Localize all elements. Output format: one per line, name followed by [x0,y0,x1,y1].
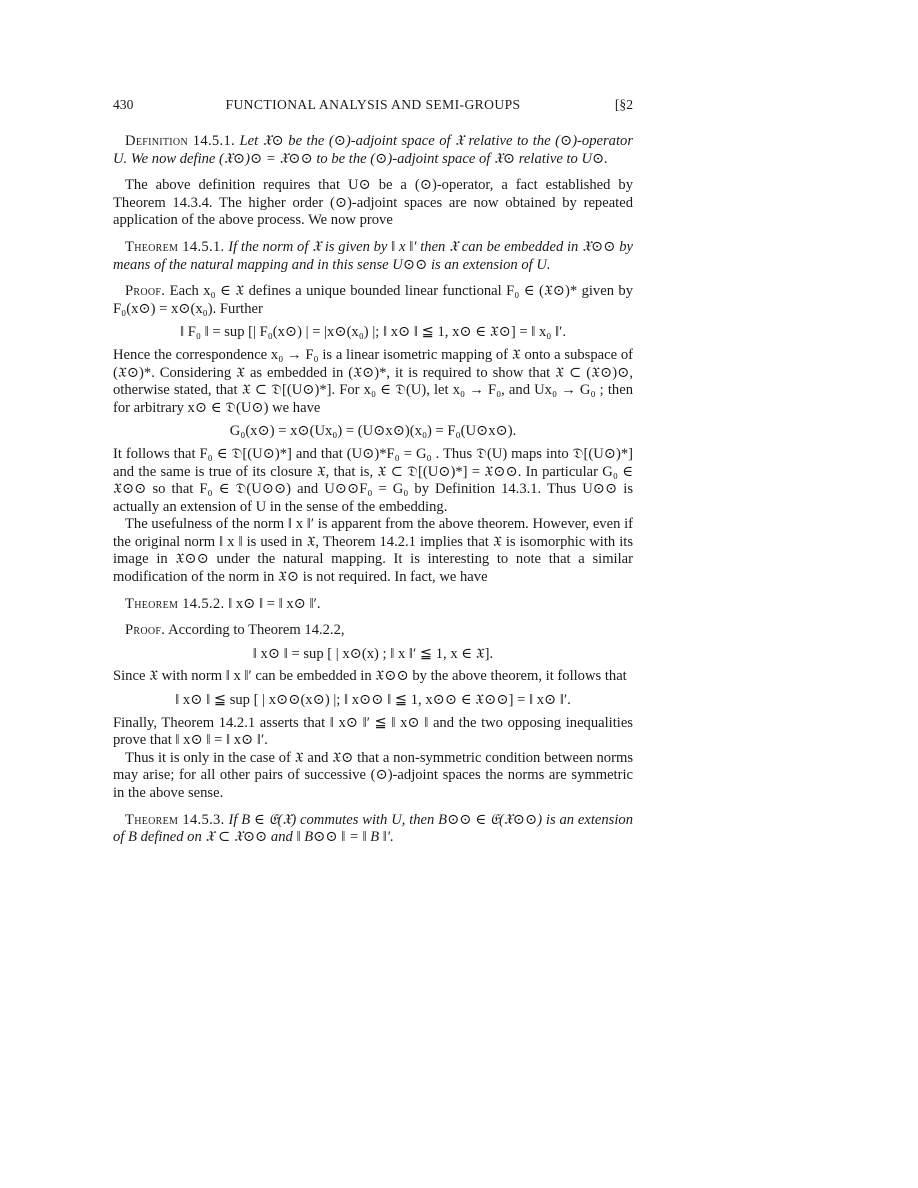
proof-label: Proof. [125,622,166,639]
theorem-14-5-3 [113,812,633,847]
equation-3: ‖ x⊙ ‖ = sup [ | x⊙(x) ; ‖ x ‖′ ≦ 1, x ∈ 𝔛]. [252,645,494,662]
running-title: FUNCTIONAL ANALYSIS AND SEMI-GROUPS [225,97,521,112]
proof-label: Proof. [125,283,166,300]
definition-text: Let 𝔛⊙ be the (⊙)-adjoint space of 𝔛 relative to the (⊙)-operator U. We now define (𝔛⊙)⊙ = 𝔛⊙⊙ to be the (⊙)-adjoint space of 𝔛⊙ relative to U⊙. [113,133,633,167]
paragraph-1: The above definition requires that U⊙ be a (⊙)-operator, a fact established by Theorem 14.3.4. The higher order (⊙)-adjoint spaces are now obtained by repeated application of the above process. We now prove [113,177,633,229]
equation-2: G₀(x⊙) = x⊙(Ux₀) = (U⊙x⊙)(x₀) = F₀(U⊙x⊙). [229,423,517,440]
theorem-text: If the norm of 𝔛 is given by ‖ x ‖′ then 𝔛 can be embedded in 𝔛⊙⊙ by means of the natural mapping and in this sense U⊙⊙ is an extension of U. [113,238,634,273]
paragraph-2: Hence the correspondence x₀ → F₀ is a linear isometric mapping of 𝔛 onto a subspace of (𝔛⊙)*. Considering 𝔛 as embedded in (𝔛⊙)*, it is required to show that 𝔛 ⊂ (𝔛⊙)⊙, otherwise stated, that 𝔛 ⊂ 𝔇[(U⊙)*]. For x₀ ∈ 𝔇(U), let x₀ → F₀, and Ux₀ → G₀ ; then for arbitrary x⊙ ∈ 𝔇(U⊙) we have [113,346,633,416]
equation-4: ‖ x⊙ ‖ ≦ sup [ | x⊙⊙(x⊙) |; ‖ x⊙⊙ ‖ ≦ 1, x⊙⊙ ∈ 𝔛⊙⊙] = ‖ x⊙ ‖′. [175,692,571,709]
theorem-label: Theorem 14.5.3. [125,811,225,828]
running-header [113,96,633,116]
paragraph-5: Since 𝔛 with norm ‖ x ‖′ can be embedded in 𝔛⊙⊙ by the above theorem, it follows that [113,668,627,685]
theorem-14-5-1 [113,239,633,274]
paragraph-6: Finally, Theorem 14.2.1 asserts that ‖ x⊙ ‖′ ≦ ‖ x⊙ ‖ and the two opposing inequalities prove that ‖ x⊙ ‖ = ‖ x⊙ ‖′. [113,714,633,749]
theorem-14-5-2 [113,596,633,614]
theorem-label: Theorem 14.5.1. [125,238,225,255]
paragraph-3: It follows that F₀ ∈ 𝔇[(U⊙)*] and that (U⊙)*F₀ = G₀ . Thus 𝔇(U) maps into 𝔇[(U⊙)*] and the same is true of its closure 𝔛, that is, 𝔛 ⊂ 𝔇[(U⊙)*] = 𝔛⊙⊙. In particular G₀ ∈ 𝔛⊙⊙ so that F₀ ∈ 𝔇(U⊙⊙) and U⊙⊙F₀ = G₀ by Definition 14.3.1. Thus U⊙⊙ is actually an extension of U in the sense of the embedding. [113,445,633,515]
proof-text: Each x₀ ∈ 𝔛 defines a unique bounded linear functional F₀ ∈ (𝔛⊙)* given by F₀(x⊙) = x⊙(x₀). Further [113,283,633,317]
definition-label: Definition 14.5.1. [125,133,235,149]
equation-1: ‖ F₀ ‖ = sup [| F₀(x⊙) | = |x⊙(x₀) |; ‖ x⊙ ‖ ≦ 1, x⊙ ∈ 𝔛⊙] = ‖ x₀ ‖′. [180,324,566,341]
paragraph-4: The usefulness of the norm ‖ x ‖′ is apparent from the above theorem. However, even if the original norm ‖ x ‖ is used in 𝔛, Theorem 14.2.1 implies that 𝔛 is isomorphic with its image in 𝔛⊙⊙ under the natural mapping. It is interesting to note that a similar modification of the norm in 𝔛⊙ is not required. In fact, we have [113,516,633,586]
book-page [113,96,633,847]
theorem-text: ‖ x⊙ ‖ = ‖ x⊙ ‖′. [228,595,321,612]
page-number: 430 [113,97,134,112]
theorem-text: If B ∈ 𝔈(𝔛) commutes with U, then B⊙⊙ ∈ 𝔈(𝔛⊙⊙) is an extension of B defined on 𝔛 ⊂ 𝔛⊙⊙ and ‖ B⊙⊙ ‖ = ‖ B ‖′. [113,811,634,846]
proof-2 [113,622,633,640]
section-marker: [§2 [614,97,633,112]
paragraph-7: Thus it is only in the case of 𝔛 and 𝔛⊙ that a non-symmetric condition between norms may arise; for all other pairs of successive (⊙)-adjoint spaces the norms are symmetric in the above sense. [113,749,633,801]
proof-1 [113,283,633,318]
proof-text: According to Theorem 14.2.2, [168,622,345,639]
theorem-label: Theorem 14.5.2. [125,595,225,612]
definition-14-5-1 [113,133,633,168]
